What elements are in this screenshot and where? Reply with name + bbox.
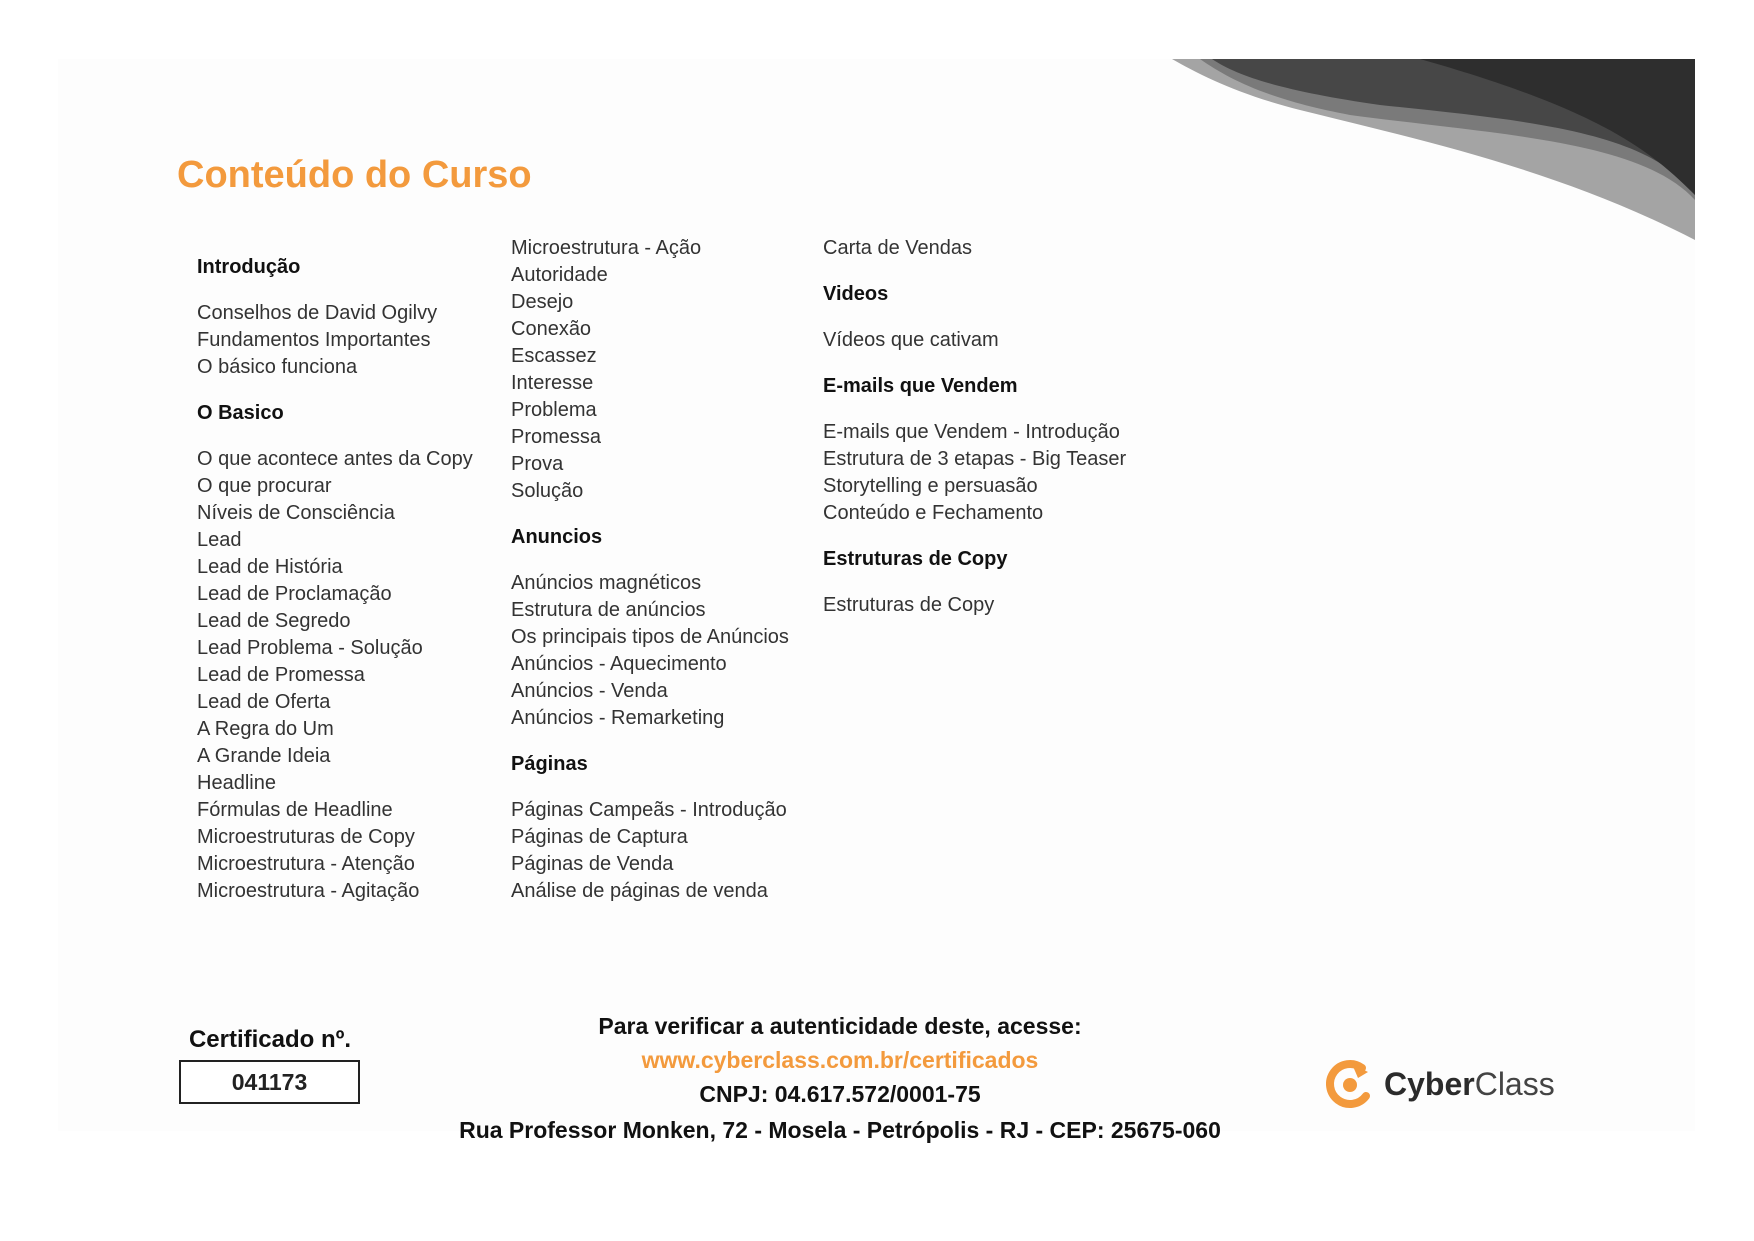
lesson-item: Microestrutura - Agitação: [197, 880, 420, 902]
lesson-item: Anúncios - Remarketing: [511, 707, 725, 729]
section-heading: Introdução: [197, 256, 301, 278]
verify-text: Para verificar a autenticidade deste, acesse:: [598, 1013, 1082, 1039]
section-heading: E-mails que Vendem: [823, 375, 1018, 397]
lesson-item: Desejo: [511, 291, 574, 313]
lesson-item: Lead de Proclamação: [197, 583, 392, 605]
lesson-item: O que acontece antes da Copy: [197, 448, 473, 470]
certificate-label: Certificado nº.: [188, 1026, 352, 1053]
lesson-item: Problema: [511, 399, 597, 421]
cyberclass-logo: [1322, 1058, 1555, 1110]
section-heading: Páginas: [511, 753, 588, 775]
lesson-item: Solução: [511, 480, 584, 502]
lesson-item: Análise de páginas de venda: [511, 880, 768, 902]
lesson-item: Conteúdo e Fechamento: [823, 502, 1044, 524]
lesson-item: Interesse: [511, 372, 594, 394]
lesson-item: Estrutura de anúncios: [511, 599, 706, 621]
lesson-item: Microestrutura - Ação: [511, 237, 702, 259]
course-column-3: [823, 235, 1127, 619]
address-text: Rua Professor Monken, 72 - Mosela - Petrópolis - RJ - CEP: 25675-060: [459, 1117, 1221, 1143]
lesson-item: Conselhos de David Ogilvy: [197, 302, 438, 324]
lesson-item: Storytelling e persuasão: [823, 475, 1038, 497]
lesson-item: O básico funciona: [197, 356, 358, 378]
course-column-1: [197, 235, 497, 905]
lesson-item: A Grande Ideia: [197, 745, 331, 767]
verify-link[interactable]: www.cyberclass.com.br/certificados: [641, 1047, 1039, 1073]
lesson-item: Microestruturas de Copy: [197, 826, 415, 848]
lesson-item: Os principais tipos de Anúncios: [511, 626, 789, 648]
lesson-item: Páginas de Venda: [511, 853, 674, 875]
lesson-item: Níveis de Consciência: [197, 502, 395, 524]
lesson-item: Lead de Segredo: [197, 610, 351, 632]
section-heading: O Basico: [197, 402, 284, 424]
lesson-item: Anúncios magnéticos: [511, 572, 702, 594]
logo-text-light: Class: [1474, 1065, 1555, 1102]
lesson-item: E-mails que Vendem - Introdução: [823, 421, 1120, 443]
lesson-item: Estruturas de Copy: [823, 594, 995, 616]
lesson-item: Promessa: [511, 426, 602, 448]
section-heading: Videos: [823, 283, 889, 305]
decorative-swoosh: [0, 0, 1754, 245]
lesson-item: Anúncios - Aquecimento: [511, 653, 727, 675]
course-column-2: [511, 235, 811, 905]
lesson-item: Autoridade: [511, 264, 608, 286]
lesson-item: Conexão: [511, 318, 592, 340]
lesson-item: O que procurar: [197, 475, 332, 497]
lesson-item: A Regra do Um: [197, 718, 334, 740]
lesson-item: Páginas de Captura: [511, 826, 688, 848]
section-heading: Estruturas de Copy: [823, 548, 1008, 570]
lesson-item: Headline: [197, 772, 276, 794]
certificate-number: 041173: [179, 1060, 360, 1104]
lesson-item: Lead de Oferta: [197, 691, 331, 713]
section-heading: Anuncios: [511, 526, 603, 548]
lesson-item: Prova: [511, 453, 564, 475]
lesson-item: Anúncios - Venda: [511, 680, 668, 702]
cyberclass-logo-icon: [1322, 1058, 1378, 1110]
lesson-item: Lead Problema - Solução: [197, 637, 423, 659]
page-title: Conteúdo do Curso: [177, 154, 532, 196]
lesson-item: Estrutura de 3 etapas - Big Teaser: [823, 448, 1127, 470]
lesson-item: Microestrutura - Atenção: [197, 853, 415, 875]
lesson-item: Lead: [197, 529, 242, 551]
logo-text-bold: Cyber: [1384, 1065, 1475, 1102]
lesson-item: Páginas Campeãs - Introdução: [511, 799, 787, 821]
lesson-item: Vídeos que cativam: [823, 329, 999, 351]
lesson-item: Lead de Promessa: [197, 664, 365, 686]
lesson-item: Fórmulas de Headline: [197, 799, 393, 821]
lesson-item: Escassez: [511, 345, 597, 367]
cnpj-text: CNPJ: 04.617.572/0001-75: [699, 1081, 981, 1107]
lesson-item: Lead de História: [197, 556, 343, 578]
lesson-item: Fundamentos Importantes: [197, 329, 431, 351]
lesson-item: Carta de Vendas: [823, 237, 972, 259]
